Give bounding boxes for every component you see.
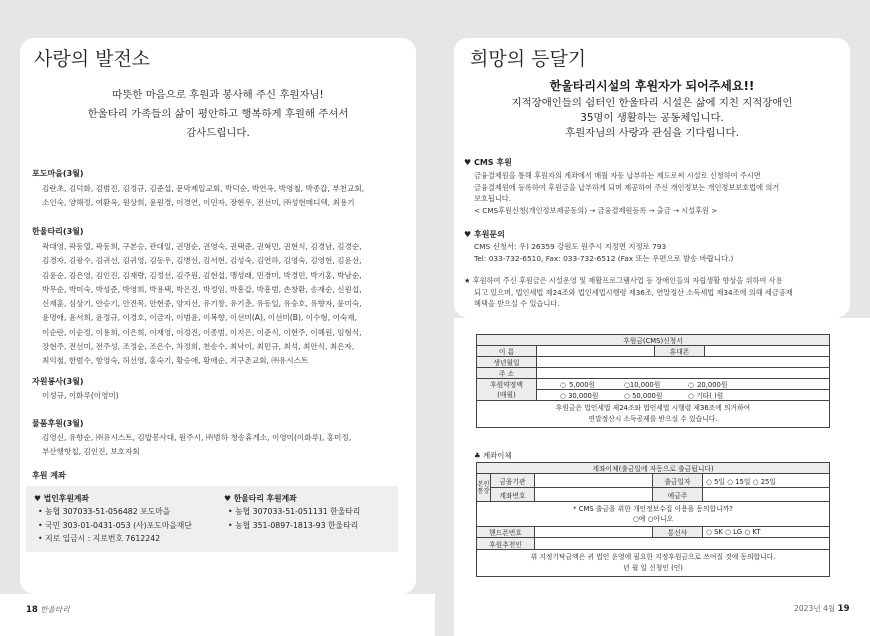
tax-benefit-note: ★ 후원하여 주신 후원금은 시설운영 및 재활프로그램사업 등 장애인들의 자립생활 향상을 위하여 사용 되고 있으며, 법인세법 제24조와 법인세법시행령 제36조, 연말정산 소득세법 제34조에 의해 세금공제 혜택을 받으실 수 있습니다.: [464, 276, 793, 308]
group-names: [42, 389, 119, 403]
group-title: 물품후원(3월): [32, 419, 84, 428]
names-line: 김경자, 김광수, 김귀선, 김귀영, 김동우, 김병선, 김서현, 김성숙, 김연하, 김영숙, 김영현, 김윤선,: [42, 256, 362, 266]
account-box: [26, 486, 398, 552]
intro-line: 따뜻한 마음으로 후원과 봉사해 주신 후원자님!: [112, 89, 324, 101]
own-account-label: 본인통장: [477, 474, 491, 502]
inquiry-title: ♥ 후원문의: [464, 230, 505, 239]
account-right-lines: • 농협 307033-51-051131 한울타리 • 농협 351-0897-1813-93 한울타리: [228, 507, 361, 530]
group-names: [42, 182, 364, 211]
withdraw-day-options[interactable]: ○ 5일 ○ 15일 ○ 25일: [703, 474, 830, 488]
names-line: 신재훈, 심상기, 안승기, 안진목, 안현중, 양지선, 유기창, 유기춘, 유동일, 유숭호, 유향자, 윤미숙,: [42, 299, 362, 309]
heart-icon: ♥: [224, 494, 234, 503]
names-line: 박무순, 박미숙, 박성준, 박영희, 박용택, 박은진, 박정임, 박흥갑, 박흥범, 손창환, 송재순, 신원섭,: [42, 284, 362, 294]
cms-text: 금융결제원을 통해 후원자의 계좌에서 매월 자동 납부하는 제도로써 시설로 신청하여 주시면 금융결제원에 등록하여 후원금을 납부하게 되며 제공하여 주신 개인정보는 개인정보보호법에 의거 보호됩니다. < CMS후원신청(개인정보제공동의) → 금융결제원등록 → 출금 → 시설후원 >: [474, 171, 780, 215]
phone-field[interactable]: [705, 346, 830, 357]
address-label: 주 소: [477, 368, 537, 379]
club-icon: ♣: [474, 451, 483, 460]
intro-line: 한울타리 가족들의 삶이 평안하고 행복하게 후원해 주셔서: [87, 108, 349, 120]
bank-label: 금융기관: [491, 474, 535, 488]
referrer-field[interactable]: [535, 538, 830, 550]
transfer-form: [476, 462, 830, 577]
names-line: 장현주, 전선미, 전주성, 조정순, 조은수, 차정희, 천송수, 최낙이, 최민규, 최석, 최안식, 최은자,: [42, 342, 355, 352]
account-right-title: ♥ 한울타리 후원계좌: [224, 494, 297, 503]
names-line: 곽대영, 곽동열, 곽동희, 구본승, 관대일, 권명순, 권영숙, 권택준, 권혁민, 권현식, 김경남, 김경순,: [42, 242, 362, 251]
account-no-field[interactable]: [535, 488, 653, 502]
phone-label: 휴대폰: [655, 346, 705, 357]
account-no-label: 계좌번호: [491, 488, 535, 502]
withdraw-day-label: 출금일자: [653, 474, 703, 488]
names-line: 소인숙, 양해정, 여환옥, 원상희, 윤원경, 이경연, 이민자, 장현우, 전선미, ㈜성현메디텍, 최용기: [42, 198, 355, 208]
transfer-section-title: ♣ 계좌이체: [474, 451, 512, 460]
depositor-label: 예금주: [653, 488, 703, 502]
carrier-options[interactable]: ○ SK ○ LG ○ KT: [703, 527, 830, 538]
mobile-field[interactable]: [535, 527, 653, 538]
transfer-form-title: 계좌이체(출금일에 자동으로 출금됩니다): [477, 463, 830, 474]
names-line: 최익철, 한범수, 함영숙, 허선영, 홍숙기, 황승애, 황애순, 지구촌교회, ㈜유시스트: [42, 356, 309, 366]
group-title: 포도마을(3월): [32, 169, 84, 178]
agreement-row: 위 지정기탁금액은 귀 법인 운영에 필요한 지정후원금으로 쓰여질 것에 동의합니다. 년 월 일 신청인 (인): [477, 550, 830, 577]
intro-line: 감사드립니다.: [186, 127, 250, 139]
names-line: 이성규, 이화루(이영미): [42, 391, 119, 400]
address-field[interactable]: [537, 368, 830, 379]
tax-note: 후원금은 법인세법 제24조와 법인세법 시행령 제36조에 의거하여 연말정산시 소득공제를 받으실 수 있습니다.: [477, 401, 830, 428]
name-field[interactable]: [537, 346, 655, 357]
cms-title: ♥ CMS 후원: [464, 158, 512, 167]
form-title: 후원금(CMS)신청서: [477, 335, 830, 346]
logo: 한울타리: [40, 605, 70, 614]
bank-field[interactable]: [535, 474, 653, 488]
names-line: 윤명애, 윤서희, 윤정규, 이경호, 이금자, 이범윤, 이복향, 이선미(A), 이선미(B), 이수형, 이숙재,: [42, 313, 358, 323]
right-headline: 한울타리시설의 후원자가 되어주세요!!: [549, 79, 755, 93]
account-left-title: ♥ 법인후원계좌: [34, 494, 89, 503]
amount-label: 후원약정액 (매월): [477, 379, 537, 401]
page-number: 19: [837, 604, 850, 614]
group-title: 한울타리(3월): [32, 227, 84, 236]
group-title: 자원봉사(3월): [32, 377, 84, 386]
birth-label: 생년월일: [477, 357, 537, 368]
amount-options-1[interactable]: ○ 5,000원 ○10,000원 ○ 20,000원: [537, 379, 830, 390]
account-section-title: 후원 계좌: [32, 471, 66, 480]
left-intro: [26, 86, 410, 143]
names-line: 김영신, 유향순, ㈜유시스트, 김밥봉사대, 원주시, ㈜범하 청송휴게소, 이영미(이화루), 홍미정,: [42, 433, 352, 442]
group-names: [42, 431, 351, 460]
left-footer: [26, 604, 70, 615]
mobile-label: 핸드폰번호: [477, 527, 535, 538]
right-intro: 지적장애인들의 쉼터인 한울타리 시설은 삶에 지친 지적장애인 35명이 생활하는 공동체입니다. 후원자님의 사랑과 관심을 기다립니다.: [511, 97, 793, 139]
page-number: 18: [26, 605, 38, 615]
account-left-lines: • 농협 307033-51-056482 포도마을 • 국민 303-01-0431-053 (사)포도마을재단 • 지로 입금시 : 지로번호 7612242: [38, 507, 192, 543]
heart-icon: ♥: [464, 230, 474, 239]
right-section-title: 희망의 등달기: [470, 48, 587, 70]
heart-icon: ♥: [464, 158, 474, 167]
amount-options-2[interactable]: ○ 30,000원 ○ 50,000원 ○ 기타( )원: [537, 390, 830, 401]
birth-field[interactable]: [537, 357, 830, 368]
right-footer: [794, 603, 850, 614]
names-line: 부산행핫칩, 김인진, 보호자회: [42, 447, 140, 457]
heart-icon: ♥: [34, 494, 44, 503]
depositor-field[interactable]: [703, 488, 830, 502]
carrier-label: 통신사: [653, 527, 703, 538]
cms-application-form: [476, 334, 830, 428]
issue-date: 2023년 4월: [794, 604, 836, 613]
names-line: 김란초, 김덕화, 김범진, 김정규, 김준섭, 문막제일교회, 박덕순, 박연옥, 박영철, 박종갑, 부천교회,: [42, 184, 365, 193]
inquiry-text: CMS 신청서: 우) 26359 강원도 원주시 지정면 지정로 793 Tel: 033-732-6510, Fax: 033-732-6512 (Fax 또는 우편으로 발송 바랍니다.): [474, 242, 734, 263]
names-line: 김윤순, 김은영, 김인진, 김재량, 김정선, 김주원, 김현섭, 맹성래, 민경미, 박경민, 박기홍, 박남순,: [42, 270, 362, 280]
referrer-label: 후원추천인: [477, 538, 535, 550]
names-line: 이순란, 이순정, 이용희, 이은희, 이재영, 이정진, 이종범, 이지은, 이준식, 이현주, 이혜원, 임형식,: [42, 327, 362, 337]
left-page-bottom: [0, 594, 435, 636]
name-label: 이 름: [477, 346, 537, 357]
group-names: [42, 240, 362, 369]
left-section-title: 사랑의 발전소: [34, 48, 151, 70]
consent-row[interactable]: * CMS 출금을 위한 개인정보수집 이용을 동의합니까? ○예 ○아니오: [477, 502, 830, 527]
